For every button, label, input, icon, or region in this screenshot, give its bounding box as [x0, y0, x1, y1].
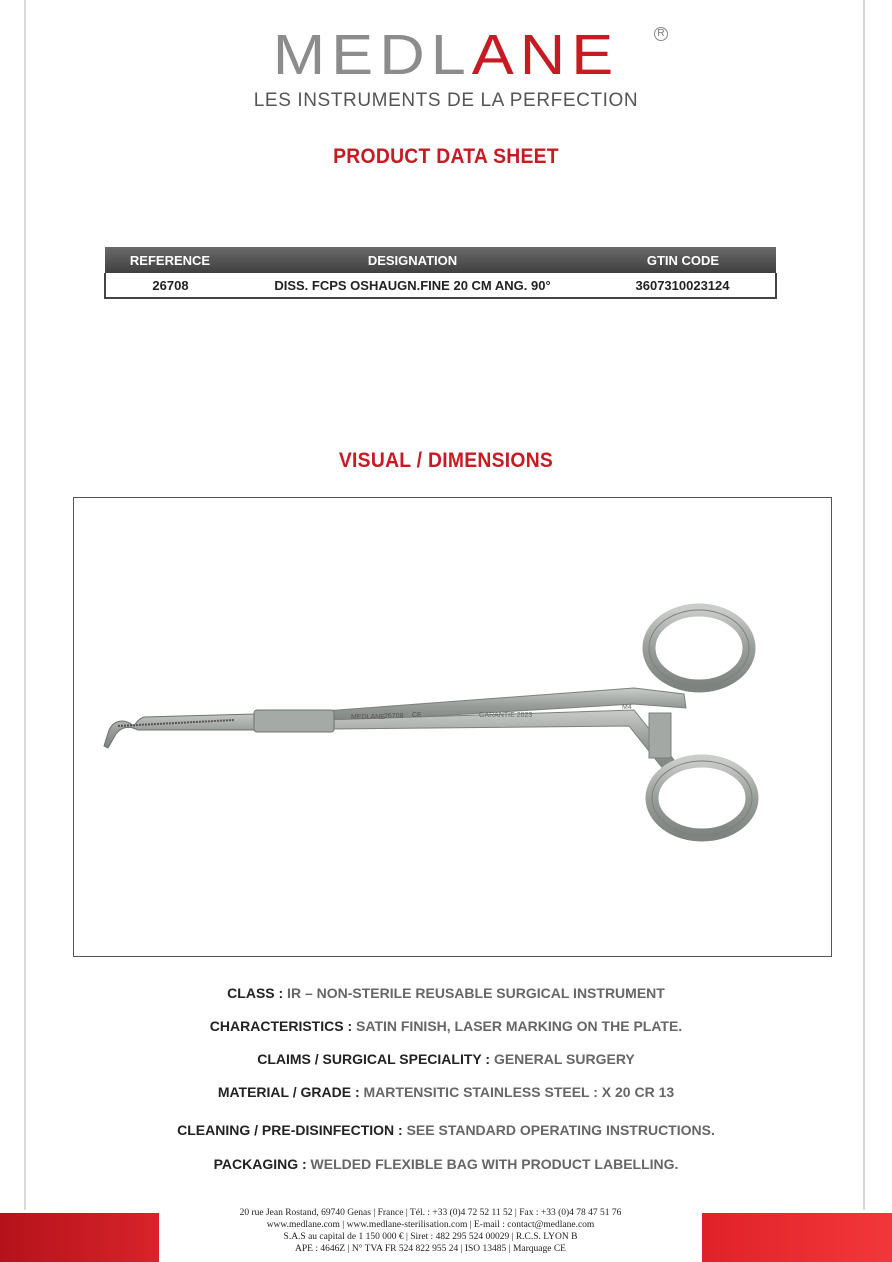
marking-brand: MEDLANE	[351, 714, 385, 721]
product-visual-frame	[73, 497, 832, 957]
footer-address: 20 rue Jean Rostand, 69740 Genas | France | Tél. : +33 (0)4 72 52 11 52 | Fax : +33 (0)4 78 47 51 76	[239, 1208, 622, 1218]
marking-ce: CE	[412, 712, 422, 719]
header-gtin-code: GTIN CODE	[590, 247, 776, 273]
cell-reference: 26708	[105, 273, 235, 298]
footer-company: S.A.S au capital de 1 150 000 € | Siret : 482 295 524 00029 | R.C.S. LYON B	[283, 1232, 578, 1242]
spec-claims: CLAIMS / SURGICAL SPECIALITY : GENERAL SURGERY	[257, 1051, 635, 1067]
footer-red-bar-left	[0, 1213, 159, 1262]
registered-mark: R	[654, 27, 668, 41]
table-row	[105, 273, 776, 298]
logo-text-red: ANE	[471, 23, 620, 87]
logo-text-gray: MEDL	[272, 23, 472, 87]
marking-guarantee: GARANTIE 2023	[479, 712, 533, 719]
cell-designation: DISS. FCPS OSHAUGN.FINE 20 CM ANG. 90°	[235, 273, 590, 298]
footer-red-bar-right	[702, 1213, 892, 1262]
header-reference: REFERENCE	[105, 247, 235, 273]
footer-web: www.medlane.com | www.medlane-sterilisation.com | E-mail : contact@medlane.com	[266, 1220, 595, 1230]
footer-contact	[159, 1207, 702, 1255]
marking-grade: M4	[622, 704, 632, 711]
medlane-logo	[0, 22, 892, 88]
spec-characteristics: CHARACTERISTICS : SATIN FINISH, LASER MARKING ON THE PLATE.	[209, 1018, 683, 1034]
spec-cleaning: CLEANING / PRE-DISINFECTION : SEE STANDARD OPERATING INSTRUCTIONS.	[177, 1122, 715, 1138]
spec-packaging: PACKAGING : WELDED FLEXIBLE BAG WITH PRODUCT LABELLING.	[213, 1156, 679, 1172]
product-table	[104, 247, 777, 299]
marking-ref: 26708	[384, 713, 404, 720]
table-header-row	[105, 247, 776, 273]
tagline: LES INSTRUMENTS DE LA PERFECTION	[253, 90, 639, 111]
footer-registration: APE : 4646Z | N° TVA FR 524 822 955 24 | ISO 13485 | Marquage CE	[295, 1244, 566, 1254]
product-data-sheet-title: PRODUCT DATA SHEET	[333, 145, 559, 168]
forceps-image	[74, 498, 831, 956]
spec-material: MATERIAL / GRADE : MARTENSITIC STAINLESS STEEL : X 20 CR 13	[217, 1084, 675, 1100]
logo-wordmark	[272, 23, 620, 87]
cell-gtin-code: 3607310023124	[590, 273, 776, 298]
header-designation: DESIGNATION	[235, 247, 590, 273]
spec-class: CLASS : IR – NON-STERILE REUSABLE SURGICAL INSTRUMENT	[227, 985, 665, 1001]
visual-dimensions-title: VISUAL / DIMENSIONS	[338, 449, 554, 472]
